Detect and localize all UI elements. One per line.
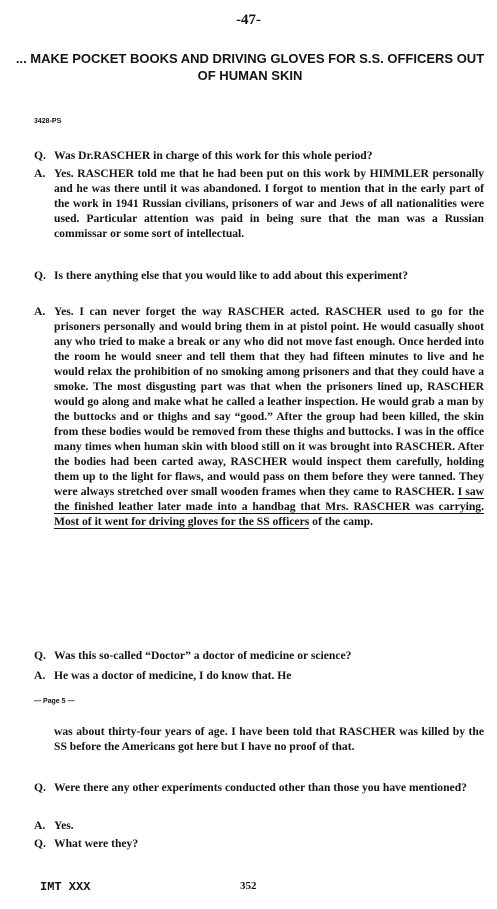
qa-label: A. <box>34 819 46 832</box>
answer-3 <box>34 668 484 683</box>
question-5 <box>34 836 484 851</box>
qa-text: Were there any other experiments conducted other than those you have mentioned? <box>54 781 467 794</box>
qa-label: Q. <box>34 649 46 662</box>
footer-volume: IMT XXX <box>40 880 91 894</box>
qa-text: Yes. I can never forget the way RASCHER acted. RASCHER used to go for the prisoners personally and would bring them in at pistol point. He would casually shoot any who tried to make a break or any who did not move fast enough. Once herded into the room he would sneer and tell them that they had fifteen minutes to live and he would relax the prohibition of no smoking among prisoners and that they could have a smoke. The most disgusting part was that when the prisoners lined up, RASCHER would go along and make what he called a leather inspection. He would grab a man by the buttocks and or thighs and say “good.” After the group had been killed, the skin from these bodies would be removed from these thighs and buttocks. I was in the office many times when human skin with blood still on it was brought into RASCHER. After the bodies had been carted away, RASCHER would inspect them carefully, holding them up to the light for flaws, and would pass on them before they were tanned. They were always stretched over small wooden frames when they came to RASCHER. <box>54 305 484 498</box>
document-code: 3428-PS <box>34 118 62 125</box>
footer-page-number: 352 <box>240 880 257 892</box>
page-number: -47- <box>236 12 261 28</box>
qa-label: A. <box>34 669 46 682</box>
question-1 <box>34 148 484 163</box>
qa-text: of the camp. <box>312 515 374 528</box>
qa-label: Q. <box>34 837 46 850</box>
qa-text: Is there anything else that you would like to add about this experiment? <box>54 269 409 282</box>
answer-2 <box>34 304 484 529</box>
qa-label: Q. <box>34 269 46 282</box>
page-heading: ... MAKE POCKET BOOKS AND DRIVING GLOVES FOR S.S. OFFICERS OUT OF HUMAN SKIN <box>15 51 485 83</box>
page-marker: — Page 5 — <box>34 698 75 705</box>
answer-1 <box>34 166 484 241</box>
question-2 <box>34 268 484 283</box>
continuation-text: was about thirty-four years of age. I have been told that RASCHER was killed by the SS before the Americans got here but I have no proof of that. <box>54 725 484 753</box>
qa-label: Q. <box>34 149 46 162</box>
qa-text: Was Dr.RASCHER in charge of this work for this whole period? <box>54 149 373 162</box>
question-3 <box>34 648 484 663</box>
qa-text: Yes. RASCHER told me that he had been put on this work by HIMMLER personally and he was there until it was abandoned. I forgot to mention that in the early part of the work in 1941 Russian civilians, prisoners of war and Jews of all nationalities were used. Particular attention was paid in being sure that the man was a Russian commissar or some sort of intellectual. <box>54 167 484 240</box>
qa-label: A. <box>34 167 46 180</box>
qa-label: A. <box>34 305 46 318</box>
qa-text: What were they? <box>54 837 139 850</box>
qa-text: He was a doctor of medicine, I do know that. He <box>54 669 292 682</box>
qa-label: Q. <box>34 781 46 794</box>
qa-text: Was this so-called “Doctor” a doctor of medicine or science? <box>54 649 352 662</box>
underlined-passage: I saw the finished leather later made into a handbag that Mrs. RASCHER was carrying. Most of it went for driving gloves for the SS officers <box>54 485 484 528</box>
qa-text: Yes. <box>54 819 74 832</box>
qa-text-block <box>54 304 484 529</box>
answer-4 <box>34 818 484 833</box>
question-4 <box>34 780 484 795</box>
